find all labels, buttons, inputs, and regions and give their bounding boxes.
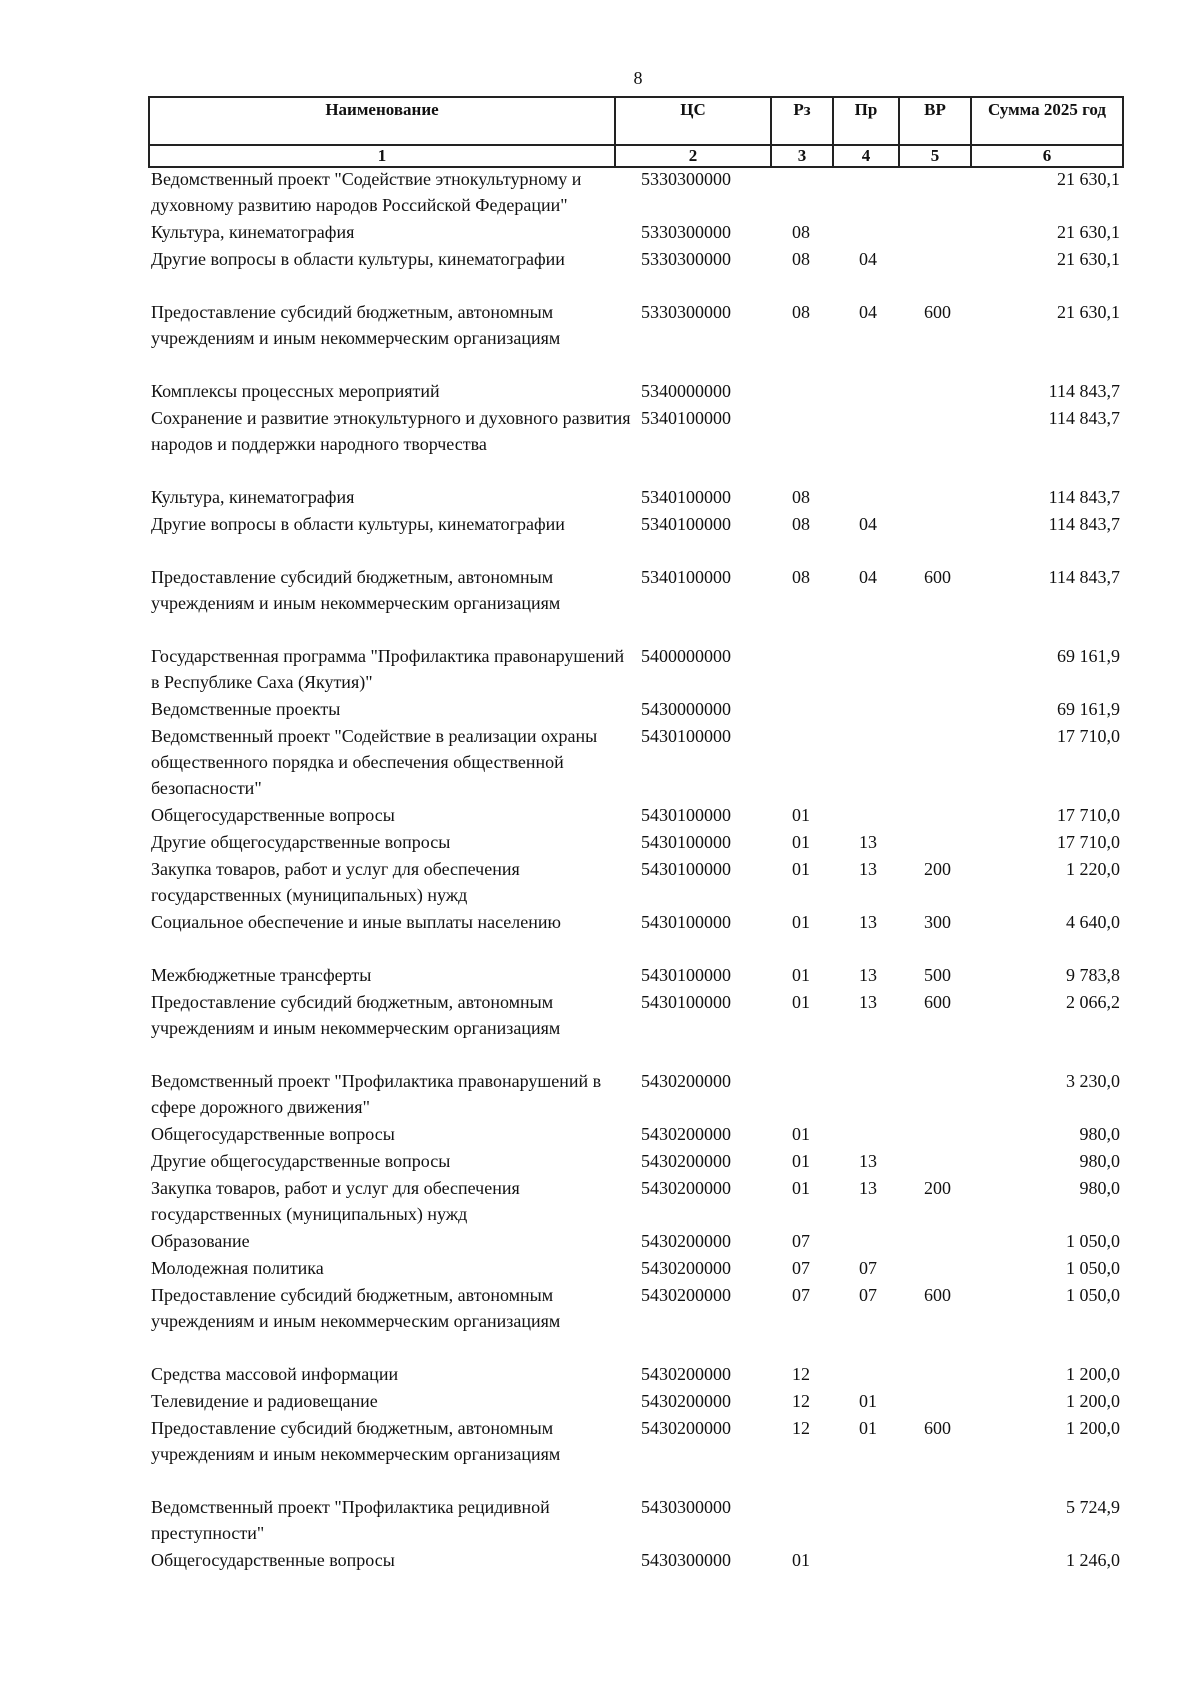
row-rz: 07: [792, 1285, 810, 1305]
row-rz: 12: [792, 1364, 810, 1384]
row-cs: 5330300000: [641, 169, 731, 189]
row-pr: [849, 219, 915, 245]
column-header-sum: Сумма 2025 год: [971, 97, 1123, 145]
row-cs: 5340000000: [641, 381, 731, 401]
row-pr: 01: [859, 1391, 877, 1411]
row-pr: 13: [859, 1151, 877, 1171]
row-sum: 114 843,7: [1048, 567, 1120, 587]
row-cs: 5430300000: [641, 1550, 731, 1570]
row-rz: 01: [792, 859, 810, 879]
row-vr: 600: [924, 992, 951, 1012]
row-rz: [787, 696, 849, 722]
row-vr: [915, 378, 987, 404]
row-vr: 200: [924, 1178, 951, 1198]
row-sum: 1 050,0: [1066, 1258, 1120, 1278]
row-sum: 21 630,1: [1057, 249, 1120, 269]
row-name: Социальное обеспечение и иные выплаты населению: [151, 912, 561, 932]
row-sum: 1 200,0: [1066, 1418, 1120, 1438]
row-cs: 5430100000: [641, 832, 731, 852]
row-cs: 5430200000: [641, 1285, 731, 1305]
row-cs: 5330300000: [641, 222, 731, 242]
table-row: [148, 1547, 1122, 1573]
table-row: [148, 909, 1122, 935]
row-rz: 08: [792, 487, 810, 507]
row-vr: [915, 219, 987, 245]
row-rz: 08: [792, 302, 810, 322]
row-pr: [849, 696, 915, 722]
table-row: [148, 1361, 1122, 1387]
row-name: Другие вопросы в области культуры, кинематографии: [151, 249, 565, 269]
row-name: Общегосударственные вопросы: [151, 805, 395, 825]
row-pr: 13: [859, 992, 877, 1012]
row-pr: [849, 405, 915, 457]
row-rz: [787, 1494, 849, 1546]
row-cs: 5430200000: [641, 1418, 731, 1438]
row-vr: 600: [924, 567, 951, 587]
table-row: [148, 802, 1122, 828]
row-pr: [849, 484, 915, 510]
row-sum: 4 640,0: [1066, 912, 1120, 932]
row-cs: 5340100000: [641, 487, 731, 507]
row-cs: 5430200000: [641, 1151, 731, 1171]
column-number-5: 5: [899, 145, 971, 167]
row-sum: 1 050,0: [1066, 1285, 1120, 1305]
row-vr: [915, 723, 987, 801]
table-row: [148, 484, 1122, 510]
row-pr: 04: [859, 567, 877, 587]
row-sum: 3 230,0: [1066, 1071, 1120, 1091]
row-pr: 13: [859, 912, 877, 932]
row-sum: 17 710,0: [1057, 805, 1120, 825]
column-header-rz: Рз: [771, 97, 833, 145]
row-cs: 5430200000: [641, 1391, 731, 1411]
table-row: [148, 564, 1122, 616]
row-rz: [787, 723, 849, 801]
row-vr: [915, 1388, 987, 1414]
row-vr: [915, 1228, 987, 1254]
row-name: Закупка товаров, работ и услуг для обеспечения государственных (муниципальных) нужд: [151, 1178, 520, 1224]
row-vr: [915, 1148, 987, 1174]
row-sum: 114 843,7: [1048, 408, 1120, 428]
row-rz: [787, 405, 849, 457]
row-vr: 200: [924, 859, 951, 879]
row-vr: 500: [924, 965, 951, 985]
row-name: Предоставление субсидий бюджетным, автономным учреждениям и иным некоммерческим организациям: [151, 1285, 561, 1331]
row-vr: [915, 1547, 987, 1573]
row-pr: 01: [859, 1418, 877, 1438]
row-name: Культура, кинематография: [151, 222, 355, 242]
table-row: [148, 219, 1122, 245]
row-name: Общегосударственные вопросы: [151, 1550, 395, 1570]
row-name: Ведомственный проект "Профилактика правонарушений в сфере дорожного движения": [151, 1071, 602, 1117]
row-cs: 5400000000: [641, 646, 731, 666]
row-cs: 5430000000: [641, 699, 731, 719]
row-name: Другие вопросы в области культуры, кинематографии: [151, 514, 565, 534]
row-sum: 17 710,0: [1057, 832, 1120, 852]
row-rz: 01: [792, 1550, 810, 1570]
row-name: Предоставление субсидий бюджетным, автономным учреждениям и иным некоммерческим организациям: [151, 992, 561, 1038]
row-vr: 600: [924, 1418, 951, 1438]
row-pr: [849, 802, 915, 828]
row-rz: 01: [792, 1178, 810, 1198]
row-name: Комплексы процессных мероприятий: [151, 381, 440, 401]
table-row: [148, 643, 1122, 695]
column-header-vr: ВР: [899, 97, 971, 145]
row-cs: 5430100000: [641, 726, 731, 746]
table-header: [148, 96, 1122, 168]
row-pr: 07: [859, 1285, 877, 1305]
row-sum: 114 843,7: [1048, 514, 1120, 534]
row-name: Образование: [151, 1231, 250, 1251]
row-rz: 08: [792, 514, 810, 534]
row-sum: 114 843,7: [1048, 487, 1120, 507]
row-rz: 01: [792, 805, 810, 825]
row-sum: 69 161,9: [1057, 699, 1120, 719]
table-row: [148, 723, 1122, 801]
row-name: Сохранение и развитие этнокультурного и духовного развития народов и поддержки народного творчества: [151, 408, 631, 454]
row-vr: [915, 1121, 987, 1147]
row-name: Предоставление субсидий бюджетным, автономным учреждениям и иным некоммерческим организациям: [151, 1418, 561, 1464]
row-cs: 5430200000: [641, 1178, 731, 1198]
row-cs: 5330300000: [641, 302, 731, 322]
row-cs: 5430200000: [641, 1071, 731, 1091]
row-sum: 980,0: [1079, 1151, 1120, 1171]
row-vr: [915, 1361, 987, 1387]
column-number-1: 1: [149, 145, 615, 167]
row-vr: [915, 1255, 987, 1281]
row-sum: 69 161,9: [1057, 646, 1120, 666]
table-row: [148, 1388, 1122, 1414]
row-vr: [915, 1494, 987, 1546]
row-pr: 04: [859, 514, 877, 534]
row-pr: [849, 1361, 915, 1387]
row-sum: 1 050,0: [1066, 1231, 1120, 1251]
row-vr: [915, 405, 987, 457]
row-cs: 5430100000: [641, 859, 731, 879]
row-name: Молодежная политика: [151, 1258, 324, 1278]
row-pr: [849, 723, 915, 801]
row-sum: 2 066,2: [1066, 992, 1120, 1012]
row-sum: 21 630,1: [1057, 302, 1120, 322]
row-pr: 13: [859, 832, 877, 852]
column-header-cs: ЦС: [615, 97, 771, 145]
row-vr: [915, 802, 987, 828]
row-vr: [915, 1068, 987, 1120]
row-rz: 12: [792, 1418, 810, 1438]
row-rz: [787, 1068, 849, 1120]
row-cs: 5340100000: [641, 567, 731, 587]
row-rz: 08: [792, 249, 810, 269]
row-vr: [915, 246, 987, 272]
row-name: Межбюджетные трансферты: [151, 965, 372, 985]
row-sum: 5 724,9: [1066, 1497, 1120, 1517]
row-rz: 01: [792, 912, 810, 932]
row-name: Ведомственный проект "Содействие в реализации охраны общественного порядка и обеспечения общественной безопасности": [151, 726, 598, 798]
row-sum: 9 783,8: [1066, 965, 1120, 985]
row-rz: 07: [792, 1231, 810, 1251]
row-name: Другие общегосударственные вопросы: [151, 1151, 451, 1171]
table-row: [148, 1255, 1122, 1281]
column-number-6: 6: [971, 145, 1123, 167]
row-pr: [849, 166, 915, 218]
row-vr: [915, 696, 987, 722]
row-rz: 01: [792, 1124, 810, 1144]
row-rz: 01: [792, 992, 810, 1012]
row-name: Культура, кинематография: [151, 487, 355, 507]
table-row: [148, 1175, 1122, 1227]
row-cs: 5340100000: [641, 514, 731, 534]
row-name: Предоставление субсидий бюджетным, автономным учреждениям и иным некоммерческим организациям: [151, 302, 561, 348]
row-name: Ведомственный проект "Профилактика рецидивной преступности": [151, 1497, 550, 1543]
row-pr: [849, 1547, 915, 1573]
row-cs: 5430200000: [641, 1124, 731, 1144]
row-name: Общегосударственные вопросы: [151, 1124, 395, 1144]
row-name: Предоставление субсидий бюджетным, автономным учреждениям и иным некоммерческим организациям: [151, 567, 561, 613]
row-sum: 114 843,7: [1048, 381, 1120, 401]
row-rz: 07: [792, 1258, 810, 1278]
table-row: [148, 856, 1122, 908]
table-row: [148, 166, 1122, 218]
table-row: [148, 405, 1122, 457]
row-rz: 08: [792, 222, 810, 242]
row-vr: [915, 166, 987, 218]
row-cs: 5430200000: [641, 1364, 731, 1384]
row-cs: 5430100000: [641, 805, 731, 825]
row-sum: 21 630,1: [1057, 169, 1120, 189]
row-name: Ведомственный проект "Содействие этнокультурному и духовному развитию народов Российской Федерации": [151, 169, 582, 215]
table-row: [148, 1415, 1122, 1467]
row-name: Телевидение и радиовещание: [151, 1391, 378, 1411]
table-row: [148, 962, 1122, 988]
row-sum: 980,0: [1079, 1124, 1120, 1144]
row-pr: [849, 1068, 915, 1120]
row-sum: 980,0: [1079, 1178, 1120, 1198]
row-name: Ведомственные проекты: [151, 699, 341, 719]
table-row: [148, 1282, 1122, 1334]
row-cs: 5430200000: [641, 1258, 731, 1278]
row-sum: 1 220,0: [1066, 859, 1120, 879]
row-vr: [915, 484, 987, 510]
row-vr: 600: [924, 302, 951, 322]
row-pr: 04: [859, 249, 877, 269]
row-vr: [915, 511, 987, 537]
row-cs: 5330300000: [641, 249, 731, 269]
column-number-4: 4: [833, 145, 899, 167]
row-pr: [849, 1228, 915, 1254]
table-row: [148, 696, 1122, 722]
row-pr: [849, 1121, 915, 1147]
table-row: [148, 511, 1122, 537]
row-sum: 1 200,0: [1066, 1364, 1120, 1384]
row-name: Государственная программа "Профилактика правонарушений в Республике Саха (Якутия)": [151, 646, 625, 692]
table-row: [148, 1121, 1122, 1147]
row-rz: 01: [792, 1151, 810, 1171]
table-row: [148, 1228, 1122, 1254]
row-vr: [915, 643, 987, 695]
row-vr: 600: [924, 1285, 951, 1305]
row-rz: 01: [792, 832, 810, 852]
row-pr: 13: [859, 1178, 877, 1198]
row-pr: [849, 378, 915, 404]
row-rz: 01: [792, 965, 810, 985]
row-cs: 5430100000: [641, 965, 731, 985]
table-row: [148, 1068, 1122, 1120]
row-cs: 5430200000: [641, 1231, 731, 1251]
row-pr: 13: [859, 965, 877, 985]
row-pr: 04: [859, 302, 877, 322]
column-header-name: Наименование: [149, 97, 615, 145]
row-rz: [787, 643, 849, 695]
column-number-2: 2: [615, 145, 771, 167]
row-pr: 13: [859, 859, 877, 879]
row-cs: 5340100000: [641, 408, 731, 428]
row-name: Средства массовой информации: [151, 1364, 399, 1384]
table-row: [148, 378, 1122, 404]
row-sum: 21 630,1: [1057, 222, 1120, 242]
column-number-3: 3: [771, 145, 833, 167]
row-rz: 08: [792, 567, 810, 587]
table-row: [148, 246, 1122, 272]
table-row: [148, 1494, 1122, 1546]
row-rz: [787, 378, 849, 404]
row-rz: 12: [792, 1391, 810, 1411]
row-name: Закупка товаров, работ и услуг для обеспечения государственных (муниципальных) нужд: [151, 859, 520, 905]
row-vr: [915, 829, 987, 855]
row-sum: 1 200,0: [1066, 1391, 1120, 1411]
row-cs: 5430100000: [641, 992, 731, 1012]
row-sum: 1 246,0: [1066, 1550, 1120, 1570]
row-cs: 5430100000: [641, 912, 731, 932]
table-row: [148, 299, 1122, 351]
table-row: [148, 829, 1122, 855]
column-header-pr: Пр: [833, 97, 899, 145]
table-row: [148, 1148, 1122, 1174]
table-body: [148, 166, 1122, 1574]
row-pr: [849, 1494, 915, 1546]
row-name: Другие общегосударственные вопросы: [151, 832, 451, 852]
row-cs: 5430300000: [641, 1497, 731, 1517]
page-number: 8: [633, 68, 643, 88]
table-row: [148, 989, 1122, 1041]
row-pr: 07: [859, 1258, 877, 1278]
row-vr: 300: [924, 912, 951, 932]
row-rz: [787, 166, 849, 218]
row-pr: [849, 643, 915, 695]
row-sum: 17 710,0: [1057, 726, 1120, 746]
